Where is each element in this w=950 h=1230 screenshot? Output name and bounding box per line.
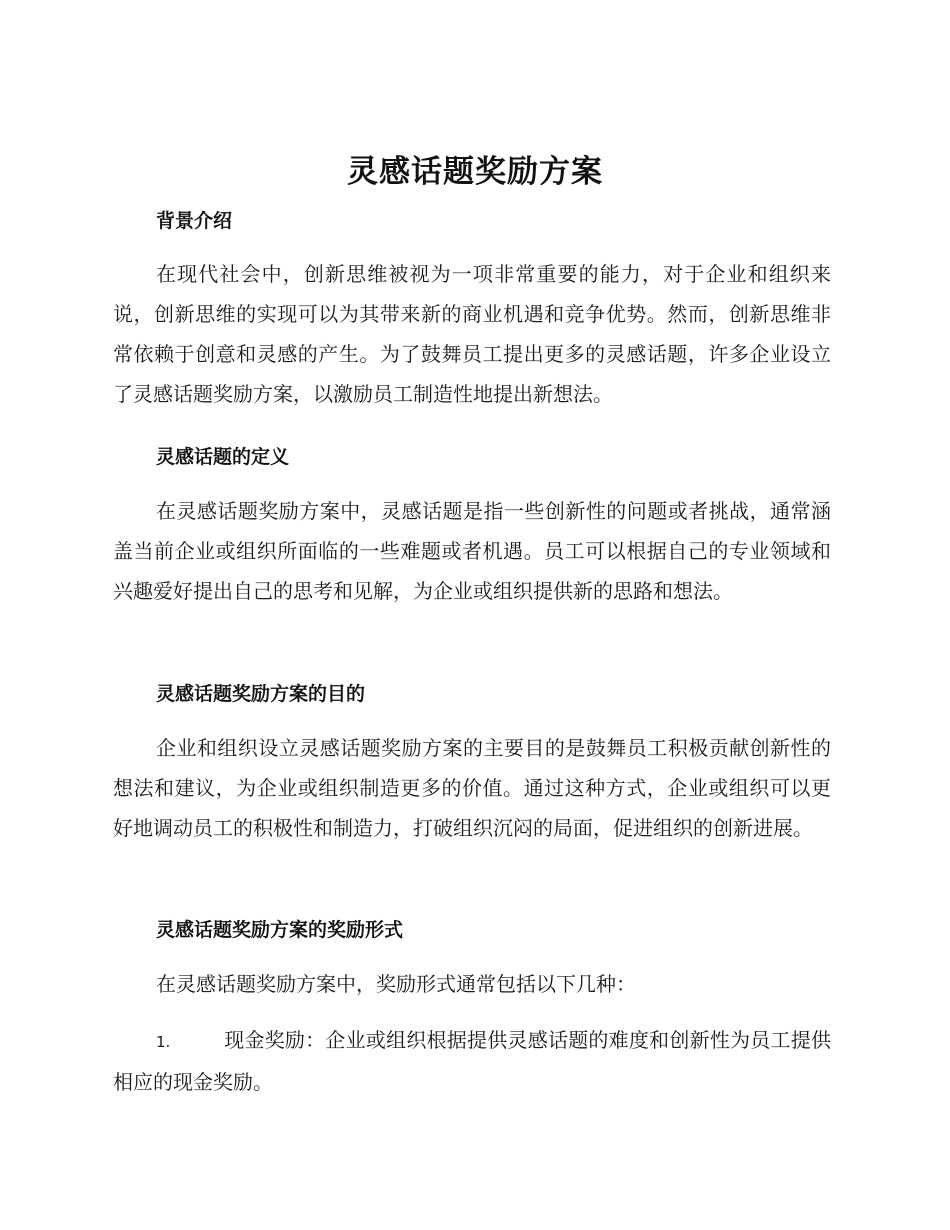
section-heading-reward-forms: 灵感话题奖励方案的奖励形式 <box>156 919 404 941</box>
paragraph-reward-forms-intro: 在灵感话题奖励方案中，奖励形式通常包括以下几种： <box>156 972 636 996</box>
paragraph-purpose: 企业和组织设立灵感话题奖励方案的主要目的是鼓舞员工积极贡献创新性的想法和建议，为企业或组织制造更多的价值。通过这种方式，企业或组织可以更好地调动员工的积极性和制造力，打破组织沉闷的局面，促进组织的创新进展。 <box>113 736 831 840</box>
list-item-text: 现金奖励：企业或组织根据提供灵感话题的难度和创新性为员工提供相应的现金奖励。 <box>113 1028 831 1094</box>
paragraph-definition: 在灵感话题奖励方案中，灵感话题是指一些创新性的问题或者挑战，通常涵盖当前企业或组织所面临的一些难题或者机遇。员工可以根据自己的专业领域和兴趣爱好提出自己的思考和见解，为企业或组织提供新的思路和想法。 <box>113 499 831 603</box>
list-item-number: 1. <box>156 1033 171 1051</box>
section-heading-background: 背景介绍 <box>156 210 233 232</box>
paragraph-background: 在现代社会中，创新思维被视为一项非常重要的能力，对于企业和组织来说，创新思维的实现可以为其带来新的商业机遇和竞争优势。然而，创新思维非常依赖于创意和灵感的产生。为了鼓舞员工提出更多的灵感话题，许多企业设立了灵感话题奖励方案，以激励员工制造性地提出新想法。 <box>113 262 831 406</box>
document-title: 灵感话题奖励方案 <box>347 154 603 190</box>
list-item <box>113 1020 831 1102</box>
section-heading-purpose: 灵感话题奖励方案的目的 <box>156 683 366 705</box>
section-heading-definition: 灵感话题的定义 <box>156 446 290 468</box>
